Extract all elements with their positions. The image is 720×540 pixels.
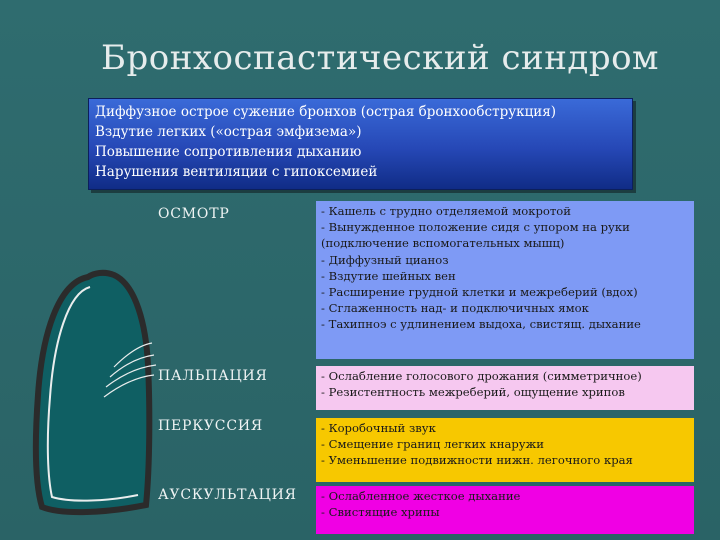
list-item: - Ослабленное жесткое дыхание xyxy=(321,489,521,503)
list-item: - Уменьшение подвижности нижн. легочного края xyxy=(321,453,633,468)
summary-box xyxy=(88,98,633,190)
section-label-osmotr: ОСМОТР xyxy=(158,206,230,222)
list-item: - Вынужденное положение сидя с упором на руки xyxy=(321,220,630,235)
slide-title: Бронхоспастический синдром xyxy=(100,38,659,78)
list-item: - Диффузный цианоз xyxy=(321,252,449,267)
list-item: - Вздутие шейных вен xyxy=(321,268,456,283)
list-item: - Коробочный звук xyxy=(321,421,436,435)
section-box-perkussiya xyxy=(316,418,694,482)
summary-line: Диффузное острое сужение бронхов (острая бронхообструкция) xyxy=(95,104,557,120)
section-label-auskultatsiya: АУСКУЛЬТАЦИЯ xyxy=(158,487,297,503)
list-item: - Смещение границ легких кнаружи xyxy=(321,437,545,452)
list-item: - Свистящие хрипы xyxy=(321,505,440,520)
list-item: - Сглаженность над- и подключичных ямок xyxy=(321,301,589,316)
section-label-perkussiya: ПЕРКУССИЯ xyxy=(158,418,263,434)
summary-line: Повышение сопротивления дыханию xyxy=(95,144,362,160)
list-item: - Кашель с трудно отделяемой мокротой xyxy=(321,204,571,218)
summary-line: Нарушения вентиляции с гипоксемией xyxy=(95,164,378,180)
list-item: - Расширение грудной клетки и межреберий (вдох) xyxy=(321,285,638,300)
section-label-palpatsiya: ПАЛЬПАЦИЯ xyxy=(158,368,268,384)
list-item: (подключение вспомогательных мышц) xyxy=(321,236,565,251)
summary-line: Вздутие легких («острая эмфизема») xyxy=(95,124,362,140)
list-item: - Тахипноэ с удлинением выдоха, свистящ. дыхание xyxy=(321,317,641,332)
list-item: - Резистентность межреберий, ощущение хрипов xyxy=(321,385,625,400)
section-box-osmotr xyxy=(316,201,694,359)
list-item: - Ослабление голосового дрожания (симметричное) xyxy=(321,369,642,383)
lung-illustration xyxy=(28,265,158,525)
section-box-auskultatsiya xyxy=(316,486,694,534)
lung-outline xyxy=(36,273,149,512)
section-box-palpatsiya xyxy=(316,366,694,410)
